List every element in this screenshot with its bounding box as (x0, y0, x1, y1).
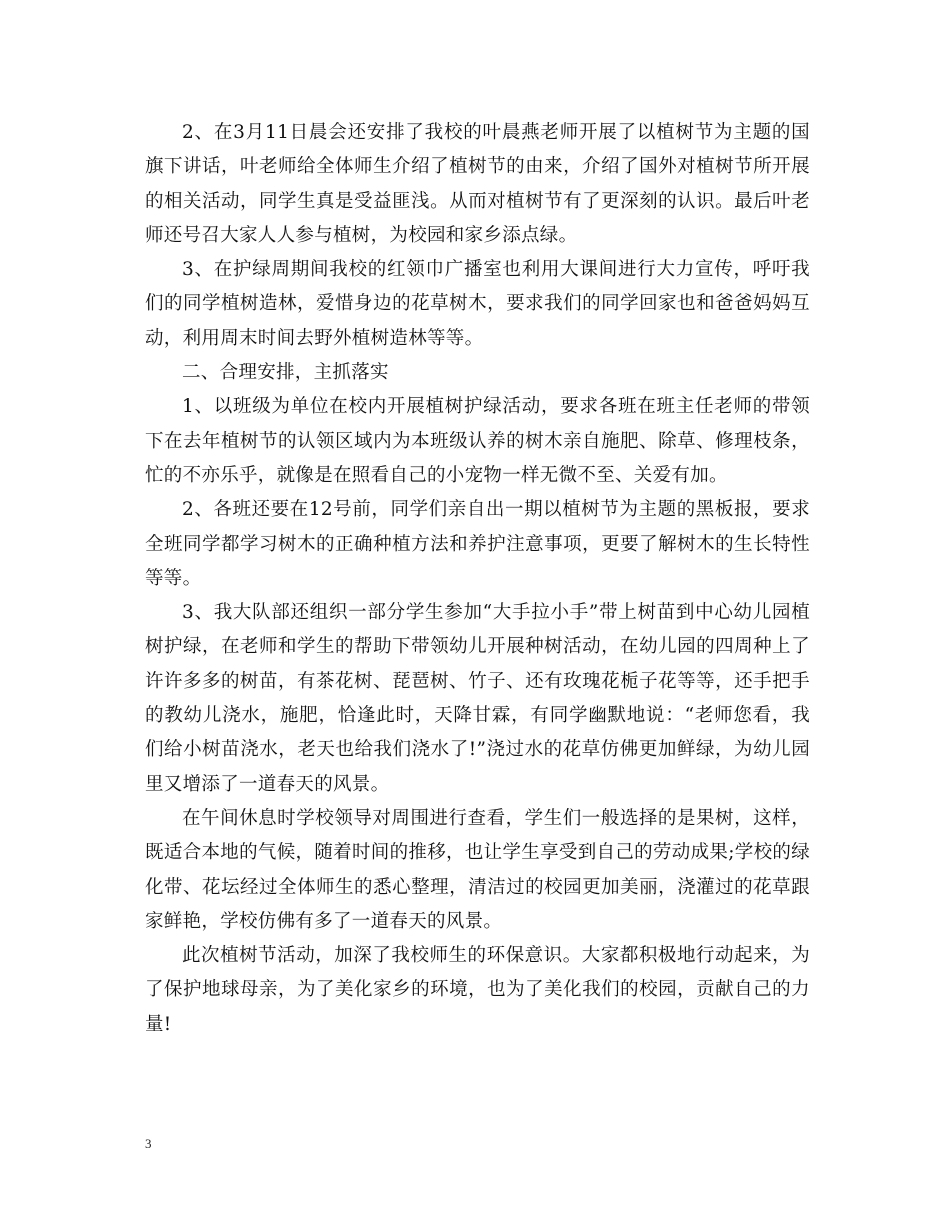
paragraph-teacher-speech: 2、在3月11日晨会还安排了我校的叶晨燕老师开展了以植树节为主题的国旗下讲话，叶老师给全体师生介绍了植树节的由来，介绍了国外对植树节所开展的相关活动，同学生真是受益匪浅。从而对植树节有了更深刻的认识。最后叶老师还号召大家人人参与植树，为校园和家乡添点绿。 (145, 122, 810, 246)
paragraph-broadcast: 3、在护绿周期间我校的红领巾广播室也利用大课间进行大力宣传，呼吁我们的同学植树造林，爱惜身边的花草树木，要求我们的同学回家也和爸爸妈妈互动，利用周末时间去野外植树造林等等。 (145, 259, 810, 349)
document-body (145, 116, 810, 1042)
paragraph-noon-inspection: 在午间休息时学校领导对周围进行查看，学生们一般选择的是果树，这样，既适合本地的气候，随着时间的推移，也让学生享受到自己的劳动成果;学校的绿化带、花坛经过全体师生的悉心整理，清洁过的校园更加美丽，浇灌过的花草跟家鲜艳，学校仿佛有多了一道春天的风景。 (145, 807, 810, 932)
page-number: 3 (145, 1136, 152, 1151)
paragraph-conclusion: 此次植树节活动，加深了我校师生的环保意识。大家都积极地行动起来，为了保护地球母亲，为了美化家乡的环境，也为了美化我们的校园，贡献自己的力量! (145, 945, 810, 1035)
paragraph-class-activity: 1、以班级为单位在校内开展植树护绿活动，要求各班在班主任老师的带领下在去年植树节的认领区域内为本班级认养的树木亲自施肥、除草、修理枝条，忙的不亦乐乎，就像是在照看自己的小宠物一样无微不至、关爱有加。 (145, 396, 810, 486)
paragraph-kindergarten: 3、我大队部还组织一部分学生参加“大手拉小手”带上树苗到中心幼儿园植树护绿，在老师和学生的帮助下带领幼儿开展种树活动，在幼儿园的四周种上了许许多多的树苗，有茶花树、琵琶树、竹子、还有玫瑰花栀子花等等，还手把手的教幼儿浇水，施肥，恰逢此时，天降甘霖，有同学幽默地说：“老师您看，我们给小树苗浇水，老天也给我们浇水了!”浇过水的花草仿佛更加鲜绿，为幼儿园里又增添了一道春天的风景。 (145, 602, 810, 795)
paragraph-blackboard: 2、各班还要在12号前，同学们亲自出一期以植树节为主题的黑板报，要求全班同学都学习树木的正确种植方法和养护注意事项，更要了解树木的生长特性等等。 (145, 499, 810, 589)
section-heading: 二、合理安排，主抓落实 (182, 362, 389, 384)
